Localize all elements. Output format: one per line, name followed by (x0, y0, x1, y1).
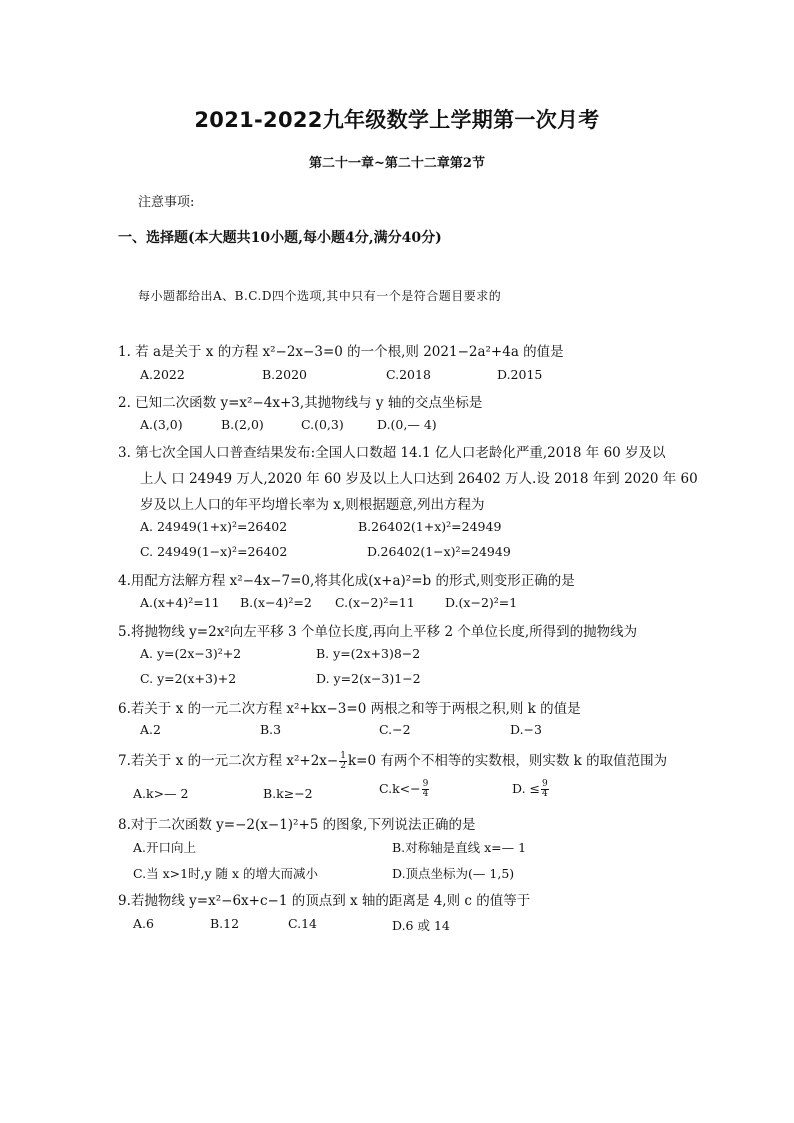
question-5-option-c: C. y=2(x+3)+2 (140, 671, 237, 686)
question-9-option-d: D.6 或 14 (392, 918, 450, 933)
question-7-option-d (512, 780, 550, 799)
question-9-option-a: A.6 (133, 916, 154, 931)
question-8-stem: 8.对于二次函数 y=−2(x−1)²+5 的图象,下列说法正确的是 (118, 817, 476, 833)
question-8-option-c: C.当 x>1时,y 随 x 的增大而减小 (133, 866, 319, 881)
question-4-option-a: A.(x+4)²=11 (140, 595, 220, 610)
question-6-option-b: B.3 (260, 722, 282, 737)
question-1-option-a: A.2022 (140, 367, 185, 382)
question-9-option-b: B.12 (210, 916, 240, 931)
question-3-line-2: 上人 口 24949 万人,2020 年 60 岁及以上人口达到 26402 万人.设 2018 年到 2020 年 60 (140, 471, 698, 487)
question-7-stem-prefix: 7.若关于 x 的一元二次方程 x²+2x− (118, 753, 339, 769)
question-5-option-b: B. y=(2x+3)8−2 (316, 646, 421, 661)
question-1-option-c: C.2018 (386, 367, 431, 382)
question-2-option-d: D.(0,— 4) (377, 417, 437, 432)
question-4-option-b: B.(x−4)²=2 (240, 595, 312, 610)
question-3-option-a: A. 24949(1+x)²=26402 (140, 519, 288, 534)
question-7-fraction (339, 752, 347, 771)
option-c-fraction (422, 780, 430, 799)
question-7-option-a: A.k>— 2 (133, 786, 189, 801)
question-3-option-d: D.26402(1−x)²=24949 (367, 544, 511, 559)
page-title: 2021-2022九年级数学上学期第一次月考 (194, 108, 600, 132)
question-7-option-b: B.k≥−2 (263, 786, 313, 801)
question-9-option-c: C.14 (288, 916, 317, 931)
option-d-prefix: D. ≤ (512, 781, 540, 796)
question-3-option-c: C. 24949(1−x)²=26402 (140, 544, 288, 559)
fraction-numerator: 1 (340, 751, 346, 761)
question-3-line-3: 岁及以上人口的年平均增长率为 x,则根据题意,列出方程为 (140, 497, 485, 513)
question-2-option-b: B.(2,0) (221, 417, 264, 432)
question-5-option-d: D. y=2(x−3)1−2 (316, 671, 421, 686)
question-6-option-c: C.−2 (379, 722, 411, 737)
fraction-denominator: 4 (542, 789, 548, 799)
question-4-stem: 4.用配方法解方程 x²−4x−7=0,将其化成(x+a)²=b 的形式,则变形正确的是 (118, 573, 575, 589)
section-heading: 一、选择题(本大题共10小题,每小题4分,满分40分) (118, 230, 442, 246)
question-5-stem: 5.将抛物线 y=2x²向左平移 3 个单位长度,再向上平移 2 个单位长度,所得到的抛物线为 (118, 624, 638, 640)
page-subtitle: 第二十一章~第二十二章第2节 (309, 156, 485, 171)
question-4-option-d: D.(x−2)²=1 (445, 595, 518, 610)
option-c-prefix: C.k<− (379, 781, 421, 796)
question-3-line-1: 3. 第七次全国人口普查结果发布:全国人口数超 14.1 亿人口老龄化严重,2018 年 60 岁及以 (118, 445, 666, 461)
question-8-option-a: A.开口向上 (133, 840, 197, 855)
question-2-option-c: C.(0,3) (301, 417, 344, 432)
question-7-option-c (379, 780, 430, 799)
question-5-option-a: A. y=(2x−3)²+2 (140, 646, 242, 661)
fraction-numerator: 9 (422, 779, 429, 789)
question-8-option-b: B.对称轴是直线 x=— 1 (392, 840, 527, 855)
question-4-option-c: C.(x−2)²=11 (335, 595, 415, 610)
question-7-stem (118, 749, 667, 771)
question-2-stem: 2. 已知二次函数 y=x²−4x+3,其抛物线与 y 轴的交点坐标是 (118, 395, 483, 411)
question-6-stem: 6.若关于 x 的一元二次方程 x²+kx−3=0 两根之和等于两根之积,则 k 的值是 (118, 701, 581, 717)
question-6-option-d: D.−3 (510, 722, 542, 737)
question-2-option-a: A.(3,0) (140, 417, 183, 432)
section-instruction: 每小题都给出A、B.C.D四个选项,其中只有一个是符合题目要求的 (138, 289, 502, 303)
option-d-fraction (541, 780, 549, 799)
question-8-option-d: D.顶点坐标为(— 1,5) (392, 866, 515, 881)
fraction-numerator: 9 (542, 779, 548, 789)
question-1-option-b: B.2020 (262, 367, 307, 382)
question-3-option-b: B.26402(1+x)²=24949 (358, 519, 502, 534)
fraction-denominator: 2 (340, 761, 346, 771)
notes-label: 注意事项: (138, 195, 195, 210)
question-9-stem: 9.若抛物线 y=x²−6x+c−1 的顶点到 x 轴的距离是 4,则 c 的值等于 (118, 893, 531, 909)
question-7-stem-suffix: k=0 有两个不相等的实数根，则实数 k 的取值范围为 (347, 753, 668, 769)
fraction-denominator: 4 (422, 789, 429, 799)
question-1-stem: 1. 若 a是关于 x 的方程 x²−2x−3=0 的一个根,则 2021−2a²+4a 的值是 (118, 344, 564, 360)
question-6-option-a: A.2 (140, 722, 161, 737)
question-1-option-d: D.2015 (497, 367, 543, 382)
